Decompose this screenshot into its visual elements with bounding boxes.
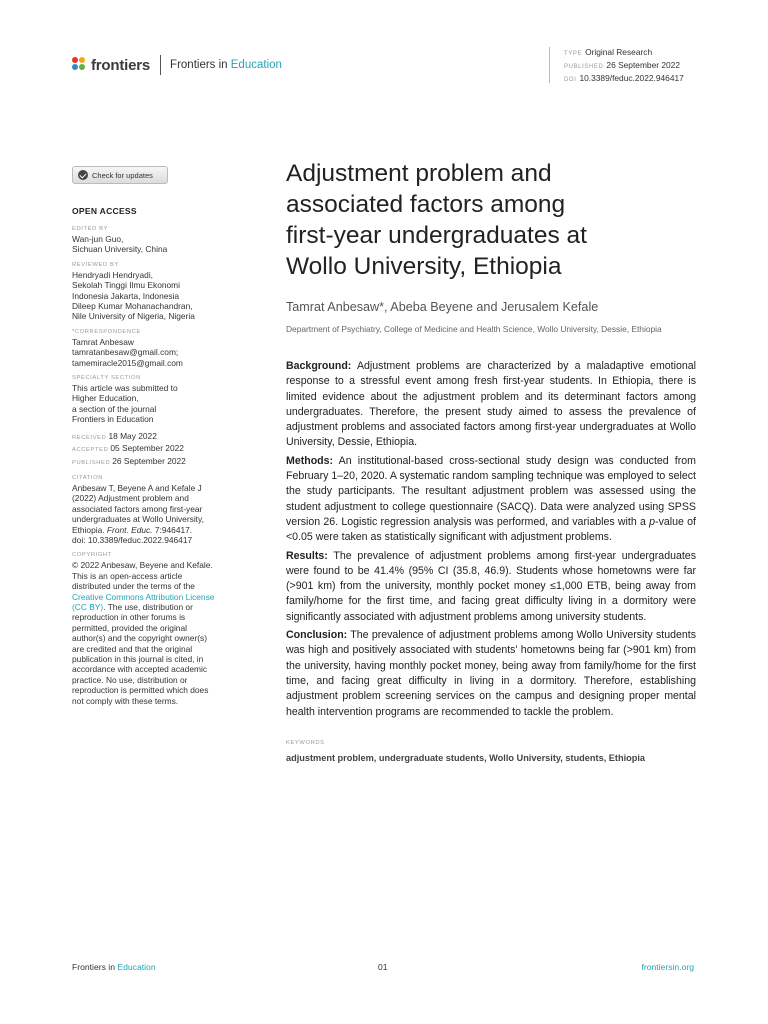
title-line: first-year undergraduates at: [286, 222, 587, 249]
citation-line: associated factors among first-year: [72, 503, 203, 514]
background-text: Adjustment problems are characterized by a maladaptive emotional response to a stressful event among fresh first-year students. In Ethiopia, there is limited evidence about the adjustment problem and its determinant factors among undergraduates. Therefore, the present study aimed to assess the prevalence of adjustment problems and associated factors among first-year undergraduates at Wollo University, Dessie, Ethiopia.: [286, 360, 696, 449]
conclusion-label: Conclusion:: [286, 629, 348, 642]
open-access-label: OPEN ACCESS: [72, 206, 137, 216]
title-line: Wollo University, Ethiopia: [286, 253, 562, 280]
author-list[interactable]: Tamrat Anbesaw*, Abeba Beyene and Jerusalem Kefale: [286, 300, 599, 314]
meta-type-key: TYPE: [564, 51, 583, 57]
copyright-line: This is an open-access article: [72, 570, 183, 581]
citation-line: (2022) Adjustment problem and: [72, 493, 189, 504]
footer-journal-prefix: Frontiers in: [72, 962, 118, 972]
copyright-line: distributed under the terms of the: [72, 581, 195, 592]
specialty-line: Frontiers in Education: [72, 414, 154, 425]
citation-doi[interactable]: doi: 10.3389/feduc.2022.946417: [72, 534, 193, 545]
correspondence-email[interactable]: tamemiracle2015@gmail.com: [72, 357, 183, 368]
meta-published-key: PUBLISHED: [564, 64, 604, 70]
received-value: 18 May 2022: [108, 430, 157, 441]
abstract-conclusion: [286, 628, 696, 720]
edited-by-line: Sichuan University, China: [72, 244, 168, 255]
check-updates-label: Check for updates: [92, 170, 153, 180]
meta-type-value: Original Research: [585, 47, 653, 57]
published-date: [72, 456, 242, 468]
conclusion-text: The prevalence of adjustment problems among Wollo University students was high and positively associated with students' hometowns being far (>901 km) from the university, having monthly pocket money, being away from family/home for the first time, and facing great difficulty in living in a dormitory. Therefore, establishing adjustment problem screening services on the campus and designing proper mental health intervention programs are recommended to tackle the problem.: [286, 629, 696, 718]
check-updates-icon: [78, 170, 88, 180]
meta-doi: [564, 73, 684, 86]
meta-doi-value[interactable]: 10.3389/feduc.2022.946417: [579, 73, 684, 83]
reviewed-by-line: Hendryadi Hendryadi,: [72, 269, 154, 280]
specialty-title: SPECIALTY SECTION: [72, 375, 141, 382]
copyright-title: COPYRIGHT: [72, 552, 112, 559]
reviewed-by-line: Dileep Kumar Mohanachandran,: [72, 301, 193, 312]
copyright-line: are credited and that the original: [72, 643, 193, 654]
specialty-line: Higher Education,: [72, 393, 139, 404]
copyright-line: not comply with these terms.: [72, 695, 179, 706]
frontiers-logo[interactable]: [72, 55, 282, 75]
copyright-line: [72, 602, 242, 612]
copyright-line: reproduction is permitted which does: [72, 685, 209, 696]
published-value: 26 September 2022: [112, 455, 186, 466]
footer-site-link[interactable]: frontiersin.org: [641, 962, 694, 972]
received-key: RECEIVED: [72, 434, 107, 441]
specialty-line: This article was submitted to: [72, 383, 178, 394]
cc-license-link[interactable]: Creative Commons Attribution License: [72, 591, 215, 602]
accepted-key: ACCEPTED: [72, 447, 109, 454]
citation-section: [72, 474, 242, 545]
meta-type: [564, 47, 684, 60]
accepted-value: 05 September 2022: [110, 443, 184, 454]
specialty-section: [72, 374, 242, 425]
citation-line: [72, 525, 242, 535]
citation-journal: Front. Educ.: [106, 524, 153, 535]
article-meta: [549, 47, 684, 83]
correspondence-section: [72, 328, 242, 368]
results-label: Results:: [286, 549, 328, 562]
page-number: 01: [378, 962, 388, 972]
article-main: [286, 158, 696, 763]
abstract-background: [286, 359, 696, 451]
keywords-list: adjustment problem, undergraduate students, Wollo University, students, Ethiopia: [286, 752, 646, 763]
copyright-line: © 2022 Anbesaw, Beyene and Kefale.: [72, 560, 213, 571]
citation-line: Anbesaw T, Beyene A and Kefale J: [72, 482, 202, 493]
copyright-text: . The use, distribution or: [103, 601, 193, 612]
header-divider: [160, 55, 161, 75]
methods-label: Methods:: [286, 454, 334, 467]
brand-name: frontiers: [91, 56, 151, 74]
journal-name[interactable]: [170, 59, 282, 71]
edited-by-line: Wan-jun Guo,: [72, 234, 124, 244]
meta-doi-key: DOI: [564, 77, 577, 83]
frontiers-logo-icon: [72, 57, 88, 73]
citation-text: 7:946417.: [152, 524, 193, 535]
methods-text: -value of <0.05 were taken as statistically significant with adjustment problems.: [286, 515, 696, 544]
sidebar: [72, 166, 242, 712]
correspondence-line: Tamrat Anbesaw: [72, 336, 134, 347]
results-text: The prevalence of adjustment problems among first-year undergraduates were found to be 41.4% (95% CI (35.8, 46.9). Students whose hometowns were far (>901 km) from the university, monthly pocket money ≤1,000 ETB, being away from family/home for the first time, and facing great difficulty living in a dormitory were significantly associated with adjustment problems among university students.: [286, 549, 696, 623]
reviewed-by-line: Indonesia Jakarta, Indonesia: [72, 290, 180, 301]
correspondence-title: *CORRESPONDENCE: [72, 328, 141, 335]
meta-published: [564, 60, 684, 73]
edited-by-section: [72, 225, 242, 255]
dates-section: [72, 431, 242, 468]
background-label: Background:: [286, 360, 352, 372]
title-line: Adjustment problem and: [286, 160, 552, 187]
footer-journal[interactable]: [72, 962, 156, 972]
keywords-title: KEYWORDS: [286, 739, 325, 746]
reviewed-by-line: Nile University of Nigeria, Nigeria: [72, 311, 195, 322]
footer-journal-accent: Education: [117, 962, 156, 972]
cc-by-link[interactable]: (CC BY): [72, 601, 104, 612]
specialty-line: a section of the journal: [72, 403, 157, 414]
copyright-section: [72, 551, 242, 706]
title-line: associated factors among: [286, 191, 566, 218]
reviewed-by-title: REVIEWED BY: [72, 261, 119, 268]
copyright-line: practice. No use, distribution or: [72, 674, 188, 685]
journal-accent: Education: [230, 59, 282, 71]
received-date: [72, 431, 242, 443]
copyright-line: author(s) and the copyright owner(s): [72, 633, 207, 644]
reviewed-by-section: [72, 261, 242, 322]
copyright-line: permitted, provided the original: [72, 622, 187, 633]
abstract-methods: [286, 454, 696, 546]
reviewed-by-line: Sekolah Tinggi Ilmu Ekonomi: [72, 280, 180, 291]
affiliation: Department of Psychiatry, College of Medicine and Health Science, Wollo University, Dessie, Ethiopia: [286, 324, 662, 334]
citation-text: Ethiopia.: [72, 524, 107, 535]
check-for-updates-button[interactable]: [72, 166, 168, 184]
copyright-line: reproduction in other forums is: [72, 612, 186, 623]
meta-published-value: 26 September 2022: [606, 60, 680, 70]
methods-text: An institutional-based cross-sectional study design was conducted from February 1–20, 2020. A systematic random sampling technique was employed to select the study participants. The resultant adjustment problem was assessed using the student adjustment to college questionnaire (SACQ). Data were analyzed using SPSS version 26. Logistic regression analysis was performed, and variables with a: [286, 454, 696, 528]
edited-by-title: EDITED BY: [72, 226, 109, 232]
p-symbol: p: [649, 515, 656, 528]
copyright-line: accordance with accepted academic: [72, 664, 208, 675]
copyright-line: publication in this journal is cited, in: [72, 654, 204, 664]
article-title: [286, 158, 696, 282]
accepted-date: [72, 443, 242, 455]
abstract-results: [286, 549, 696, 625]
journal-prefix: Frontiers in: [170, 59, 231, 71]
copyright-line: [72, 592, 242, 602]
published-key: PUBLISHED: [72, 459, 111, 466]
citation-line: undergraduates at Wollo University,: [72, 514, 204, 525]
citation-title: CITATION: [72, 474, 103, 481]
correspondence-email[interactable]: tamratanbesaw@gmail.com;: [72, 347, 179, 358]
